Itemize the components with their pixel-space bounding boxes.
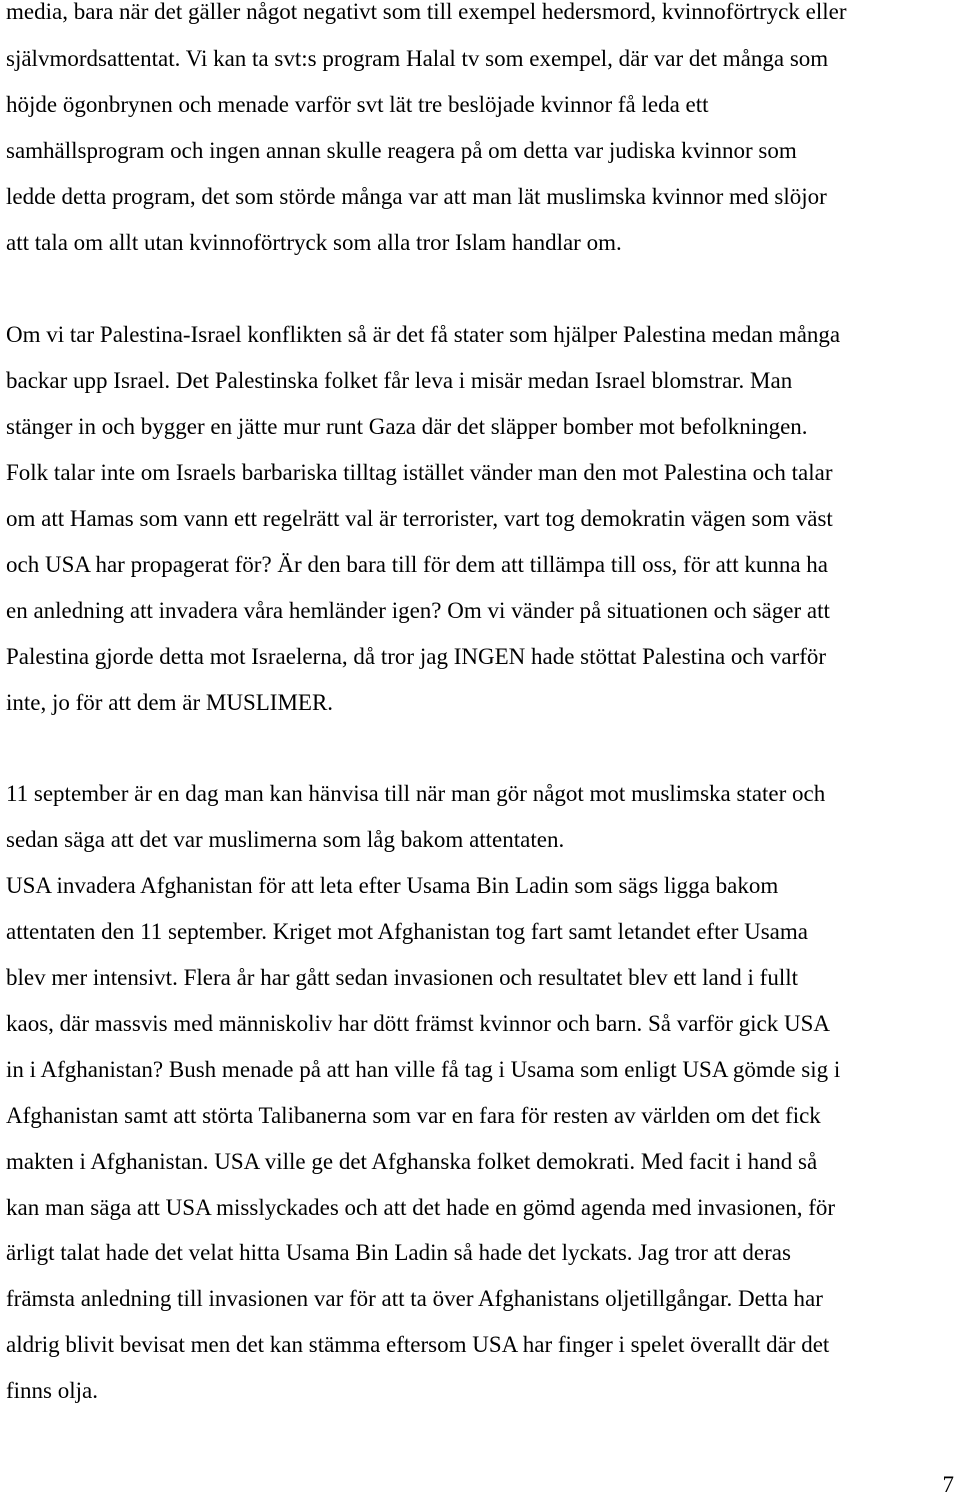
text-line: USA invadera Afghanistan för att leta efter Usama Bin Ladin som sägs ligga bakom (6, 873, 779, 898)
text-line: ledde detta program, det som störde många var att man lät muslimska kvinnor med slöjor (6, 184, 827, 209)
text-line: finns olja. (6, 1378, 98, 1403)
text-line: attentaten den 11 september. Kriget mot Afghanistan tog fart samt letandet efter Usama (6, 919, 808, 944)
text-line: att tala om allt utan kvinnoförtryck som alla tror Islam handlar om. (6, 230, 622, 255)
text-line: media, bara när det gäller något negativt som till exempel hedersmord, kvinnoförtryck eller (6, 0, 847, 24)
text-line: självmordsattentat. Vi kan ta svt:s program Halal tv som exempel, där var det många som (6, 46, 829, 71)
text-line: inte, jo för att dem är MUSLIMER. (6, 690, 334, 715)
text-line: ärligt talat hade det velat hitta Usama Bin Ladin så hade det lyckats. Jag tror att deras (6, 1240, 791, 1265)
text-line: sedan säga att det var muslimerna som låg bakom attentaten. (6, 827, 565, 852)
text-line: 11 september är en dag man kan hänvisa till när man gör något mot muslimska stater och (6, 781, 826, 806)
text-line: kan man säga att USA misslyckades och att det hade en gömd agenda med invasionen, för (6, 1195, 836, 1220)
text-line: makten i Afghanistan. USA ville ge det Afghanska folket demokrati. Med facit i hand så (6, 1149, 818, 1174)
text-line: samhällsprogram och ingen annan skulle reagera på om detta var judiska kvinnor som (6, 138, 797, 163)
text-line: och USA har propagerat för? Är den bara till för dem att tillämpa till oss, för att kunna ha (6, 552, 829, 577)
text-line: höjde ögonbrynen och menade varför svt lät tre beslöjade kvinnor få leda ett (6, 92, 709, 117)
text-line: en anledning att invadera våra hemländer igen? Om vi vänder på situationen och säger att (6, 598, 830, 623)
text-line: Om vi tar Palestina-Israel konflikten så är det få stater som hjälper Palestina medan många (6, 322, 841, 347)
text-line: aldrig blivit bevisat men det kan stämma eftersom USA har finger i spelet överallt där det (6, 1332, 830, 1357)
text-line: Afghanistan samt att störta Talibanerna som var en fara för resten av världen om det fick (6, 1103, 821, 1128)
text-line: backar upp Israel. Det Palestinska folket får leva i misär medan Israel blomstrar. Man (6, 368, 793, 393)
text-line: kaos, där massvis med människoliv har dött främst kvinnor och barn. Så varför gick USA (6, 1011, 831, 1036)
text-line: Folk talar inte om Israels barbariska tilltag istället vänder man den mot Palestina och talar (6, 460, 833, 485)
text-line: om att Hamas som vann ett regelrätt val är terrorister, vart tog demokratin vägen som väst (6, 506, 833, 531)
text-line: stänger in och bygger en jätte mur runt Gaza där det släpper bomber mot befolkningen. (6, 414, 808, 439)
text-line: in i Afghanistan? Bush menade på att han ville få tag i Usama som enligt USA gömde sig i (6, 1057, 841, 1082)
page-number: 7 (942, 1472, 954, 1497)
text-line: blev mer intensivt. Flera år har gått sedan invasionen och resultatet blev ett land i fullt (6, 965, 798, 990)
text-line: främsta anledning till invasionen var för att ta över Afghanistans oljetillgångar. Detta har (6, 1286, 823, 1311)
text-line: Palestina gjorde detta mot Israelerna, då tror jag INGEN hade stöttat Palestina och varför (6, 644, 827, 669)
